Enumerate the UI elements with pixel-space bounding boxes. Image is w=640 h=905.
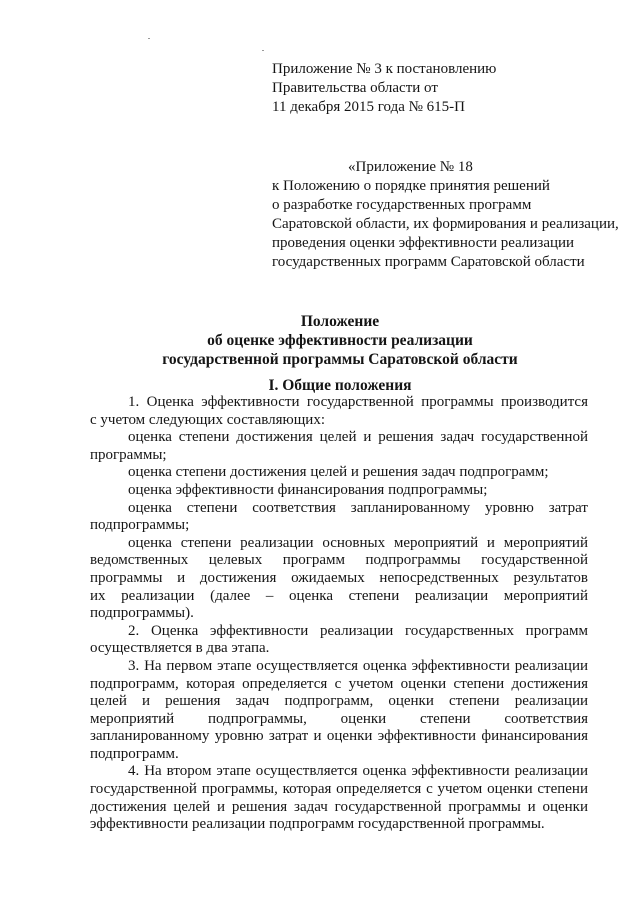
paragraph-line: 4. На втором этапе осуществляется оценка эффективности реализации [128,763,588,780]
appendix-header [272,60,496,117]
paragraph-line: 2. Оценка эффективности реализации государственных программ [128,622,588,639]
list-item-line: их реализации (далее – оценка степени реализации мероприятий [90,587,588,604]
appendix-header-line: Правительства области от [272,80,438,96]
list-item-line: оценка эффективности финансирования подпрограммы; [128,481,488,498]
list-item-line: оценка степени реализации основных мероприятий и мероприятий [128,534,588,551]
paragraph-line: целей и решения задач подпрограмм, оценки степени реализации [90,693,588,710]
paragraph-line: государственной программы, которая определяется с учетом оценки степени [90,781,588,798]
paragraph-line: достижения целей и решения задач государственной программы и оценки [90,798,588,815]
appendix-header-line: Приложение № 3 к постановлению [272,61,497,77]
list-item-line: программы и достижения ожидаемых непосредственных результатов [90,569,588,586]
scan-speck [148,38,150,39]
list-item-line: ведомственных целевых программ подпрограммы государственной [90,552,588,569]
appendix-reference-line: проведения оценки эффективности реализации [272,235,575,251]
paragraph-line: запланированному уровню затрат и оценки эффективности финансирования [90,728,588,745]
appendix-reference-line: «Приложение № 18 [348,159,473,175]
document-body [90,394,588,834]
appendix-reference [272,158,619,272]
appendix-reference-line: о разработке государственных программ [272,197,532,213]
list-item-line: оценка степени соответствия запланированному уровню затрат [128,499,588,516]
appendix-reference-line: к Положению о порядке принятия решений [272,178,550,194]
appendix-reference-line: Саратовской области, их формирования и реализации, [272,216,619,232]
list-item-line: оценка степени достижения целей и решения задач подпрограмм; [128,464,549,481]
scan-speck [262,50,264,51]
document-title-line: Положение [300,313,380,330]
list-item-line: программы; [90,446,167,463]
list-item-line: подпрограммы). [90,605,194,622]
paragraph-line: 1. Оценка эффективности государственной программы производится [128,394,588,410]
appendix-header-line: 11 декабря 2015 года № 615-П [272,99,466,115]
paragraph-line: с учетом следующих составляющих: [90,411,325,428]
document-title-line: об оценке эффективности реализации [207,332,473,349]
paragraph-line: подпрограмм, которая определяется с учетом оценки степени достижения [90,675,588,692]
paragraph-line: подпрограмм. [90,745,179,762]
section-heading: I. Общие положения [268,377,412,394]
document-title-line: государственной программы Саратовской области [162,351,518,368]
paragraph-line: 3. На первом этапе осуществляется оценка эффективности реализации [128,657,588,674]
list-item-line: оценка степени достижения целей и решения задач государственной [128,429,588,446]
paragraph-line: осуществляется в два этапа. [90,640,270,657]
appendix-reference-line: государственных программ Саратовской области [272,254,585,270]
paragraph-line: эффективности реализации подпрограмм государственной программы. [90,816,545,833]
list-item-line: подпрограммы; [90,517,190,534]
paragraph-line: мероприятий подпрограммы, оценки степени соответствия [90,710,588,727]
document-title [90,312,590,369]
